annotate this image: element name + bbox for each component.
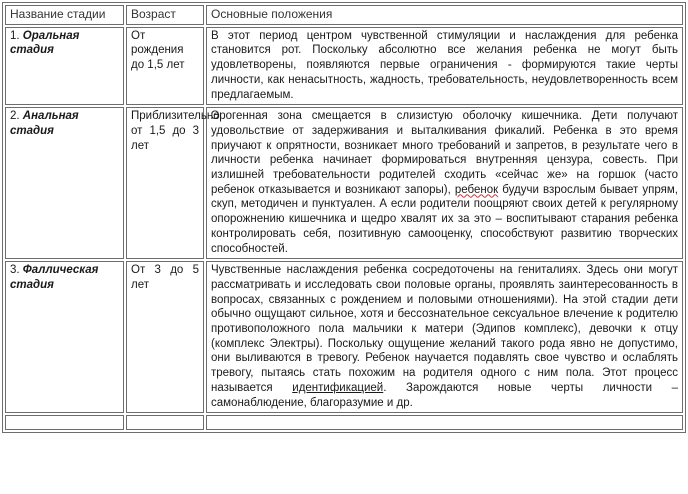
header-row [5, 5, 683, 25]
age-cell: Приблизительно от 1,5 до 3 лет [126, 107, 204, 259]
spellcheck-word: ребенок [454, 183, 499, 196]
age-cell: От 3 до 5 лет [126, 261, 204, 413]
description-text: Эрогенная зона смещается в слизистую оболочку кишечника. Дети получают удовольствие от задерживания и выталкивания фикалий. Ребенка в это время приучают к опрятности, возникает много требований и запретов, в результате чего в личности ребенка начинает формироваться внутренняя цензура, совесть. При излишней требовательности родителей сходить «сейчас же» на горшок (часто ребенок отказывается и возникают запоры), [211, 110, 678, 196]
age-cell: От рождения до 1,5 лет [126, 27, 204, 106]
description-cell [206, 415, 683, 430]
description-text: Чувственные наслаждения ребенка сосредоточены на гениталиях. Здесь они могут рассматривать и исследовать свои половые органы, проявлять заинтересованность в вопросах, связанных с рождением и половыми отношениями). На этой стадии дети обычно ощущают сильное, хотя и бессознательное сексуальное влечение к родителю противоположного пола мальчики к матери (Эдипов комплекс), девочки к отцу (комплекс Электры). Поскольку ощущение желаний такого рода явно не допустимо, они выливаются в тревогу. Ребенок научается подавлять свое чувство и ослаблять тревогу, пытаясь стать похожим на родителя одного с ним пола. Этот процесс называется [211, 264, 678, 394]
description-cell [206, 107, 683, 259]
table-row [5, 261, 683, 413]
stage-name: Анальная стадия [10, 110, 79, 137]
stages-table [2, 2, 686, 433]
stage-number: 1. [10, 29, 20, 42]
stage-cell [5, 107, 124, 259]
table-row [5, 107, 683, 259]
stage-number: 3. [10, 264, 20, 277]
description-cell: В этот период центром чувственной стимуляции и наслаждения для ребенка становится рот. Поскольку абсолютно все желания ребенка не могут быть удовлетворены, появляются первые ограничения - формируются такие черты личности, как ненасытность, жадность, требовательность, неудовлетворенность всем предлагаемым. [206, 27, 683, 106]
header-main-points: Основные положения [206, 5, 683, 25]
stage-name: Фаллическая стадия [10, 264, 99, 291]
description-text: будучи взрослым бывает упрям, скуп, методичен и пунктуален. А если родители поощряют своих детей к регулярному опорожнению кишечника и щедро хвалят их за это – воспитывают старания ребенка контролировать себя, позитивную самооценку, способствуют развитию творческих способностей. [211, 183, 678, 255]
header-stage-name: Название стадии [5, 5, 124, 25]
header-age: Возраст [126, 5, 204, 25]
identification-link[interactable]: идентификацией [292, 381, 384, 394]
stage-name: Оральная стадия [10, 29, 80, 57]
table-row-partial [5, 415, 683, 430]
age-cell [126, 415, 204, 430]
description-text: . Зарождаются новые черты личности – самонаблюдение, благоразумие и др. [211, 381, 679, 409]
table-row [5, 27, 683, 106]
stage-cell [5, 27, 124, 106]
description-cell [206, 261, 683, 413]
stage-number: 2. [10, 110, 20, 123]
stage-cell [5, 415, 124, 430]
stage-cell [5, 261, 124, 413]
